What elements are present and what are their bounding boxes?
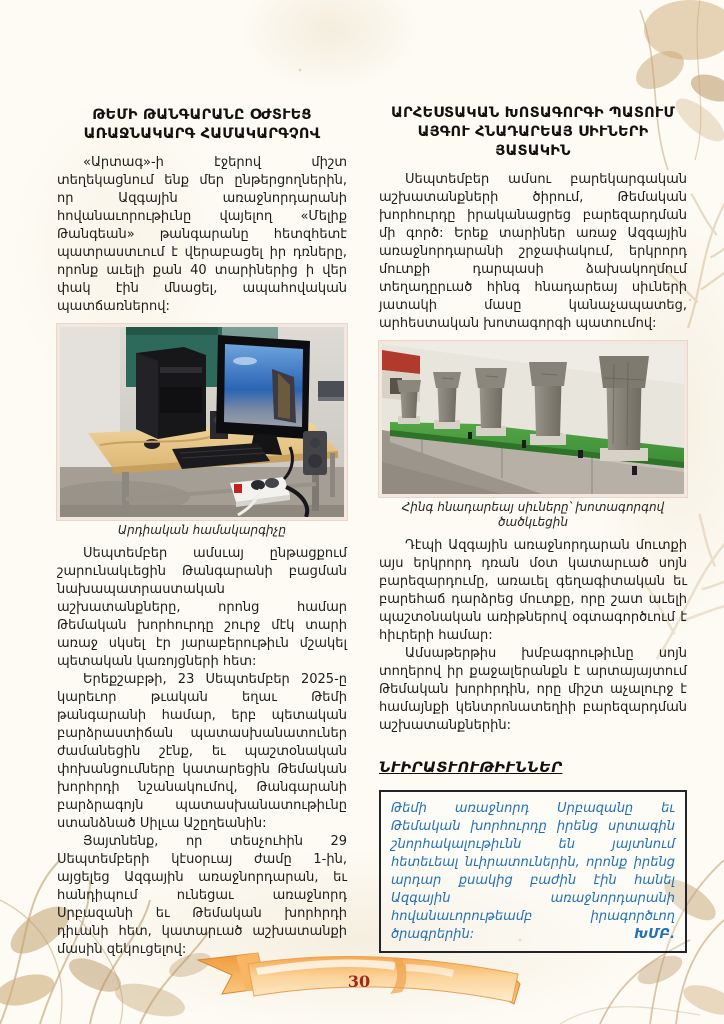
paragraph: Ամսաթերթիս խմբագրութիւնը սոյն տողերով իր քաջալերանքն է արտայայտում Թեմական խորհրդին, որը միշտ աչալուրջ է համայնքի կենտրոնատեղիի բարեզարդման աշխատանքներին:: [379, 646, 687, 733]
article-title-columns: ԱՐՀԵՍՏԱԿԱՆ ԽՈՏԱԳՈՐԳԻ ՊԱՏՈՒՄ ԱՅԳՈՒ ՀՆԱԴԱՐԵԱՅ ՍԻՒՆԵՐԻ ՅԱՏԱԿԻՆ: [391, 105, 675, 159]
computer-photo-image: [60, 327, 344, 517]
right-column: [379, 104, 687, 953]
paragraph: Երեքշաբթի, 23 Սեպտեմբեր 2025-ը կարեւոր թւական եղաւ Թեմի թանգարանի համար, երբ պետական բարձրաստիճան պատասխանատուներ ժամանեցին շէնք, եւ պաշտօնական փոխանցումները կատարեցին Թեմական խորհրդի նշանակումով, Թանգարանի բարձրագոյն պատասխանատութիւնը ստանձնած Սիլւա Աշըղեանին:: [57, 672, 347, 831]
columns-photo-image: [382, 344, 684, 494]
computer-photo-caption: Արդիական համակարգիչը: [117, 523, 287, 537]
paragraph: Սեպտեմբեր ամսւայ ընթացքում շարունակւեցին Թանգարանի բացման նախապատրաստական աշխատանքները, որոնց համար Թեմական խորհուրդը շուրջ մէկ տարի առաջ սկսել էր յարաբերութիւն մշակել պետական կառոյցների հետ:: [57, 546, 347, 669]
paragraph: Դէպի Ազգային առաջնորդարան մուտքի այս երկրորդ դռան մօտ կատարւած սոյն բարեզարդումը, առաւել գեղագիտական եւ բարեհաճ դարձրեց մուտքը, որը շատ աւելի պաշտօնական առիթներով օգտագործւում է հիւրերի համար:: [379, 538, 687, 643]
article-title-museum: ԹԵՄԻ ԹԱՆԳԱՐԱՆԸ ՕԺՏՒԵՑ ԱՌԱՋՆԱԿԱՐԳ ՀԱՄԱԿԱՐԳՉՈՎ: [83, 107, 321, 142]
editorial-signature: ԽՄԲ.: [634, 927, 675, 942]
left-column: [57, 106, 347, 959]
donation-text: Թեմի առաջնորդ Սրբազանը եւ Թեմական խորհուրդը իրենց սրտագին շնորհակալութիւնն են յայտնում հետեւեալ նւիրատուներին, որոնք իրենց արդար քսակից բաժին էին հանել Ազգային առաջնորդարանի հովանաւորութեամբ իրագործւող ծրագրերին:: [391, 801, 675, 942]
donation-acknowledgement-box: [379, 790, 687, 953]
columns-photo-caption: Հինգ հնադարեայ սիւները՝ խոտագորգով ծածկւեցին: [401, 500, 665, 529]
paragraph: Յայտնենք, որ տեսչուհին 29 Սեպտեմբերի կէսօրւայ ժամը 1-ին, այցելեց Ազգային առաջնորդարան, եւ հանդիպում ունեցաւ առաջնորդ Սրբազանի եւ Թեմական խորհրդի դիւանի հետ, կատարւած աշխատանքի մասին զեկուցելով:: [57, 834, 347, 957]
computer-photo: [57, 324, 347, 520]
columns-photo: [379, 341, 687, 497]
page-number: 30: [347, 972, 371, 991]
donations-heading: ՆՒԻՐԱՏՒՈՒԹԻՒՆՆԵՐ: [379, 760, 563, 776]
paragraph: «Արտագ»-ի էջերով միշտ տեղեկացնում ենք մեր ընթերցողներին, որ Ազգային առաջնորդարանի հովանաւորութիւնը վայելող «Մելիք Թանգեան» թանգարանը հետզհետէ պատրաստւում է վերաբացել իր դռները, որոնք աւելի քան 40 տարիներից ի վեր փակ էին մնացել, ապահովական պատճառներով:: [57, 155, 347, 314]
page-number-banner: [196, 948, 522, 1014]
paragraph: Սեպտեմբեր ամսու բարեկարգական աշխատանքների ծիրում, Թեմական խորհուրդը իրականացրեց բարեզարդման մի գործ: Երեք տարիներ առաջ Ազգային առաջնորդարանի շրջափակում, երկրորդ մուտքի դարպասի ձախակողմում տեղադըրւած հինգ հնադարեայ սիւների յատակի մասը կանաչապատեց, արհեստական խոտագորգի պատումով:: [379, 172, 687, 331]
